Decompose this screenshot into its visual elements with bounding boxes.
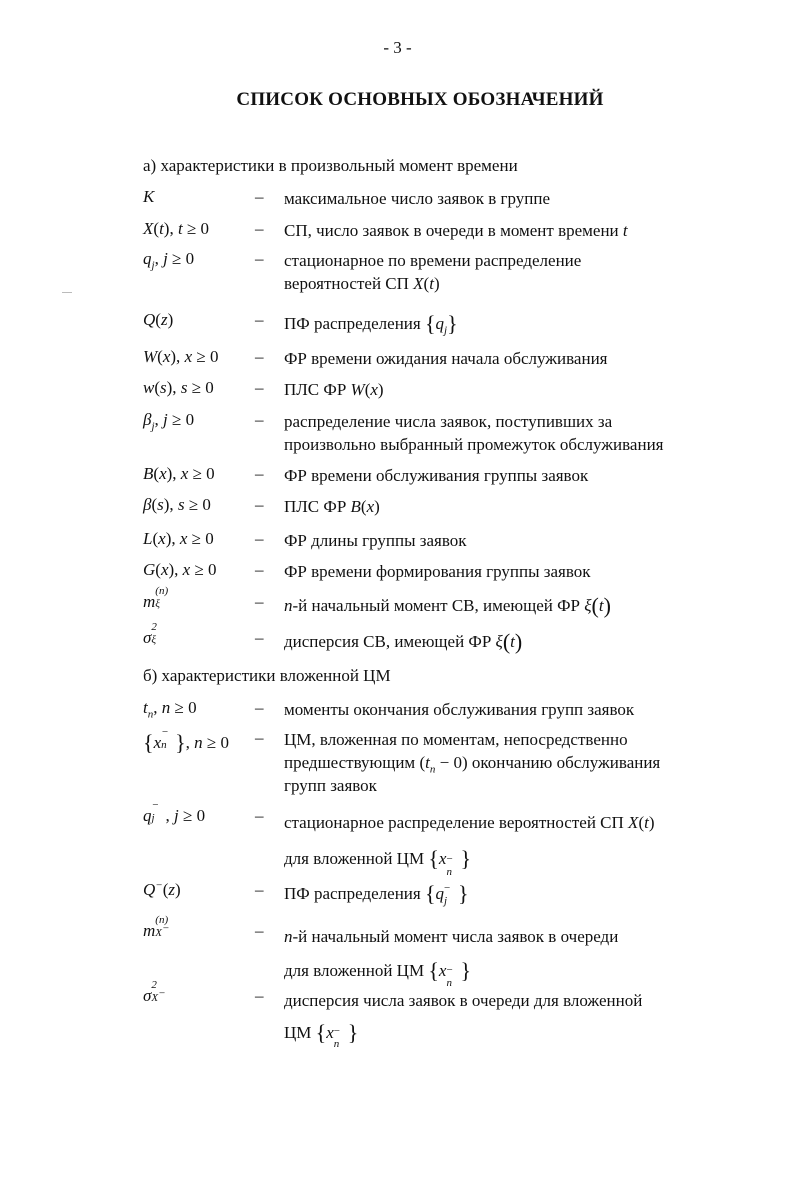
symbol: Q(z) <box>143 310 174 329</box>
description: распределение числа заявок, поступивших за произвольно выбранный промежуток обслуживания <box>284 412 664 454</box>
description: стационарное распределение вероятностей СП X(t) для вложенной ЦМ {x − n } <box>284 813 655 878</box>
page-title: СПИСОК ОСНОВНЫХ ОБОЗНАЧЕНИЙ <box>236 89 604 110</box>
dash: – <box>255 592 264 611</box>
dash: – <box>255 310 264 329</box>
description: ПФ распределения {q − j } <box>284 881 469 907</box>
dash: – <box>255 410 264 429</box>
dash: – <box>255 219 264 238</box>
symbol: β(s), s ≥ 0 <box>143 495 211 514</box>
symbol: K <box>143 187 155 206</box>
description: дисперсия числа заявок в очереди для вложенной ЦМ {x − n } <box>284 991 643 1050</box>
symbol: Q−(z) <box>143 879 181 899</box>
description: ПЛС ФР W(x) <box>284 380 384 399</box>
description: ПЛС ФР B(x) <box>284 497 380 516</box>
description: моменты окончания обслуживания групп заявок <box>284 700 635 719</box>
dash: – <box>255 529 264 548</box>
dash: – <box>255 495 264 514</box>
section-heading-b: б) характеристики вложенной ЦМ <box>143 666 391 685</box>
dash: – <box>255 986 264 1005</box>
symbol: w(s), s ≥ 0 <box>143 378 214 397</box>
dash: – <box>255 698 264 717</box>
dash: – <box>255 378 264 397</box>
dash: – <box>255 806 264 825</box>
dash: – <box>255 464 264 483</box>
description: n-й начальный момент числа заявок в очереди для вложенной ЦМ {x − n } <box>284 927 619 989</box>
dash: – <box>255 187 264 206</box>
symbol: σ 2 ξ <box>143 621 157 647</box>
description: максимальное число заявок в группе <box>284 189 551 208</box>
description: ФР времени формирования группы заявок <box>284 562 591 581</box>
page-number: - 3 - <box>383 38 412 57</box>
description: ПФ распределения $\{q_j\}$ <box>284 311 458 337</box>
symbol: W(x), x ≥ 0 <box>143 347 219 366</box>
dash: – <box>255 560 264 579</box>
description: стационарное по времени распределение вероятностей СП X(t) <box>284 251 582 293</box>
dash: – <box>255 880 264 899</box>
description: ФР времени ожидания начала обслуживания <box>284 349 608 368</box>
symbol: σ 2 X− <box>143 979 166 1005</box>
symbol: m (n) X− <box>143 914 170 940</box>
symbol: $\beta_j$, j ≥ 0 <box>143 410 195 433</box>
margin-mark <box>62 292 72 293</box>
symbol: q − j , j ≥ 0 <box>143 799 206 825</box>
description: n-й начальный момент СВ, имеющей ФР ξ(t) <box>284 593 611 618</box>
symbol: X(t), t ≥ 0 <box>143 219 210 238</box>
symbol: {x − n }, n ≥ 0 <box>143 726 230 755</box>
description: дисперсия СВ, имеющей ФР ξ(t) <box>284 629 523 654</box>
symbol: B(x), x ≥ 0 <box>143 464 215 483</box>
dash: – <box>255 347 264 366</box>
description: ЦМ, вложенная по моментам, непосредственно предшествующим $(t_n - 0)$ окончанию обслуживания групп заявок <box>284 730 661 795</box>
dash: – <box>255 249 264 268</box>
description: ФР времени обслуживания группы заявок <box>284 466 589 485</box>
symbol: L(x), x ≥ 0 <box>143 529 214 548</box>
symbol: $q_j$, j ≥ 0 <box>143 249 195 272</box>
description: СП, число заявок в очереди в момент времени t <box>284 221 628 240</box>
symbol: m (n) ξ <box>143 585 169 611</box>
dash: – <box>255 628 264 647</box>
dash: – <box>255 728 264 747</box>
description: ФР длины группы заявок <box>284 531 467 550</box>
section-heading-a: а) характеристики в произвольный момент времени <box>143 156 518 175</box>
dash: – <box>255 921 264 940</box>
symbol: G(x), x ≥ 0 <box>143 560 217 579</box>
symbol: $t_n$, n ≥ 0 <box>143 698 197 721</box>
